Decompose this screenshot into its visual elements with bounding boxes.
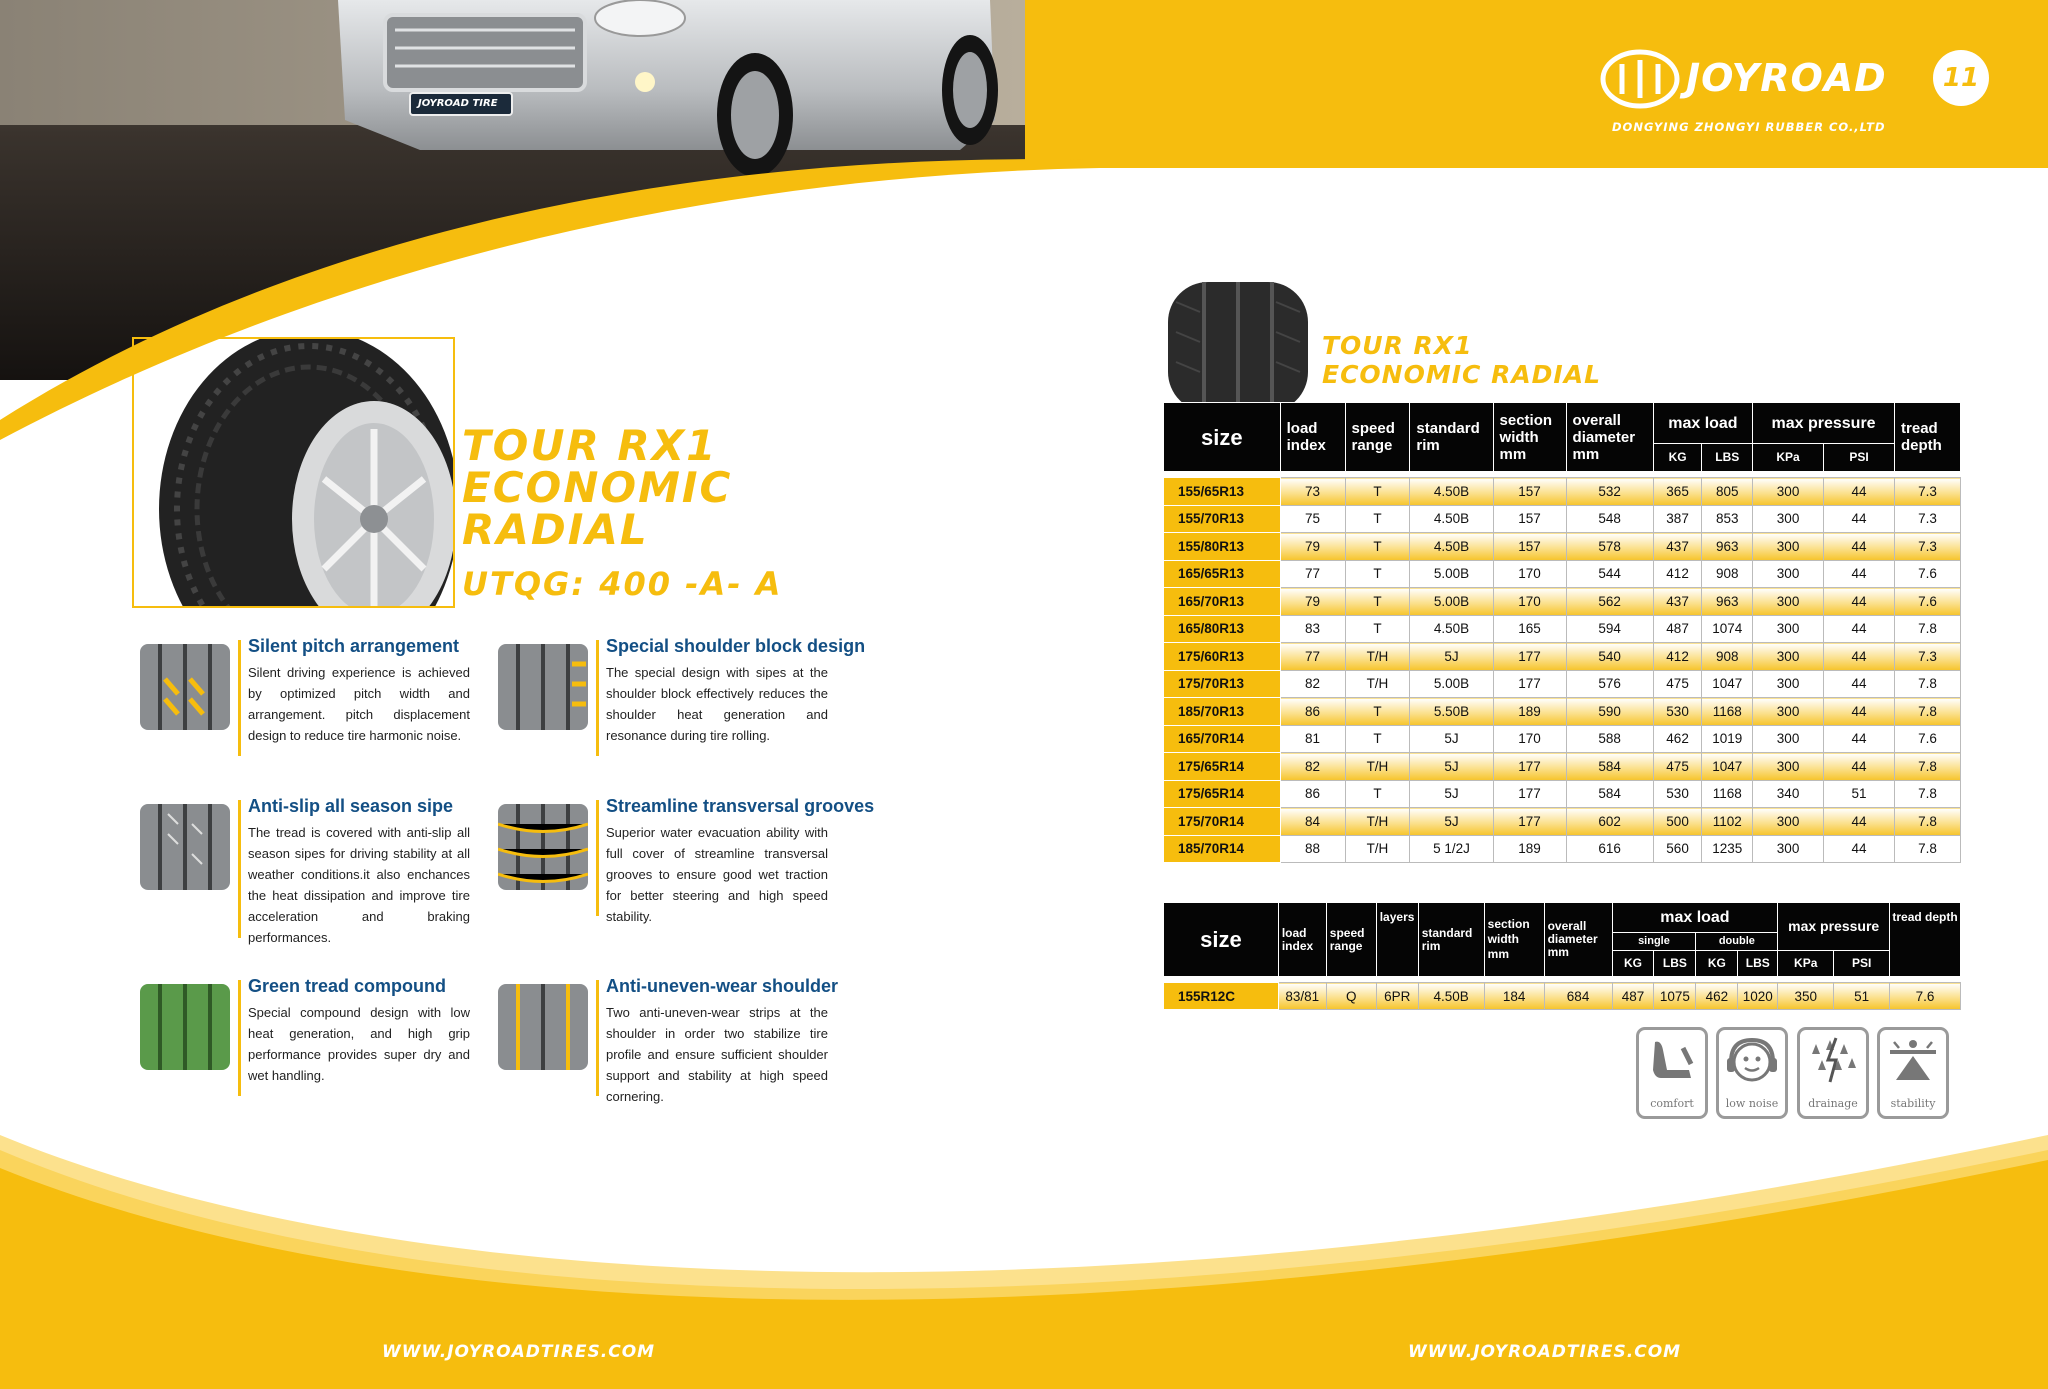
seat-icon xyxy=(1639,1030,1705,1092)
col-max-load: max load xyxy=(1653,403,1752,444)
table-cell: 684 xyxy=(1544,983,1612,1010)
feature-description: Superior water evacuation ability with full cover of streamline transversal grooves to ensure good wet traction for better steering and high speed stability. xyxy=(606,825,828,924)
table-cell: T xyxy=(1345,615,1410,643)
brand-name: JOYROAD xyxy=(1686,56,1887,100)
col-size: size xyxy=(1164,903,1279,977)
size-cell: 175/70R14 xyxy=(1164,808,1281,836)
col-single: single xyxy=(1612,933,1696,951)
table-cell: 44 xyxy=(1824,478,1895,506)
table-cell: T/H xyxy=(1345,643,1410,671)
table-cell: 387 xyxy=(1653,505,1702,533)
table-row xyxy=(1164,588,1961,616)
table-cell: 300 xyxy=(1753,643,1824,671)
size-cell: 185/70R14 xyxy=(1164,835,1281,863)
table-cell: 5J xyxy=(1410,808,1493,836)
page-number-badge xyxy=(1933,50,1989,106)
feature-description: Silent driving experience is achieved by optimized pitch width and arrangement. pitch displacement design to reduce tire harmonic noise. xyxy=(248,665,470,743)
table-cell: 544 xyxy=(1566,560,1653,588)
feature-accent-bar xyxy=(238,980,241,1096)
table-tire-image xyxy=(1164,282,1312,402)
col-max-pressure: max pressure xyxy=(1753,403,1895,444)
badge-label: low noise xyxy=(1725,1097,1779,1110)
badge-low-noise xyxy=(1716,1027,1788,1119)
table-row xyxy=(1164,670,1961,698)
table-cell: 300 xyxy=(1753,478,1824,506)
table-cell: 7.6 xyxy=(1895,588,1961,616)
col-max-pressure: max pressure xyxy=(1778,903,1890,951)
table-cell: 82 xyxy=(1280,753,1345,781)
table-cell: 7.3 xyxy=(1895,533,1961,561)
table-cell: 44 xyxy=(1824,808,1895,836)
col-section-width: section width mm xyxy=(1484,903,1544,977)
col-lbs: LBS xyxy=(1702,444,1753,472)
table-cell: 83/81 xyxy=(1278,983,1326,1010)
table-cell: 84 xyxy=(1280,808,1345,836)
table-row xyxy=(1164,643,1961,671)
table-cell: 584 xyxy=(1566,780,1653,808)
table-cell: 44 xyxy=(1824,588,1895,616)
feature-title: Special shoulder block design xyxy=(606,636,866,656)
table-cell: 5.00B xyxy=(1410,588,1493,616)
feature-description: The special design with sipes at the shoulder block effectively reduces the shoulder heat generation and resonance during tire rolling. xyxy=(606,665,828,743)
table-cell: 412 xyxy=(1653,643,1702,671)
table-cell: 177 xyxy=(1493,780,1566,808)
table-row xyxy=(1164,835,1961,863)
table-row xyxy=(1164,560,1961,588)
table-cell: 51 xyxy=(1834,983,1890,1010)
badge-stability xyxy=(1877,1027,1949,1119)
table-cell: 475 xyxy=(1653,753,1702,781)
table-cell: 300 xyxy=(1753,533,1824,561)
table-row xyxy=(1164,725,1961,753)
table-cell: 300 xyxy=(1753,753,1824,781)
size-cell: 155/70R13 xyxy=(1164,505,1281,533)
table-cell: T xyxy=(1345,780,1410,808)
table-cell: 44 xyxy=(1824,560,1895,588)
feature-title: Green tread compound xyxy=(248,976,447,996)
col-overall-diameter: overall diameter mm xyxy=(1544,903,1612,977)
table-cell: 7.6 xyxy=(1895,560,1961,588)
table-cell: 462 xyxy=(1696,983,1738,1010)
table-cell: T xyxy=(1345,533,1410,561)
col-load-index: load index xyxy=(1278,903,1326,977)
table-title-line-2: ECONOMIC RADIAL xyxy=(1322,360,1602,389)
table-cell: 437 xyxy=(1653,588,1702,616)
table-cell: 300 xyxy=(1753,698,1824,726)
table-row xyxy=(1164,615,1961,643)
table-cell: 578 xyxy=(1566,533,1653,561)
table-cell: 44 xyxy=(1824,835,1895,863)
table-cell: 1019 xyxy=(1702,725,1753,753)
table-cell: 86 xyxy=(1280,780,1345,808)
col-double: double xyxy=(1696,933,1778,951)
col-speed-range: speed range xyxy=(1326,903,1376,977)
table-cell: 4.50B xyxy=(1410,615,1493,643)
table-cell: T/H xyxy=(1345,835,1410,863)
table-cell: 500 xyxy=(1653,808,1702,836)
col-layers: layers xyxy=(1376,903,1418,977)
spec-table-commercial xyxy=(1163,902,1961,1010)
table-cell: 805 xyxy=(1702,478,1753,506)
company-name: DONGYING ZHONGYI RUBBER CO.,LTD xyxy=(1612,120,1886,134)
table-cell: 189 xyxy=(1493,698,1566,726)
table-cell: 1102 xyxy=(1702,808,1753,836)
col-kpa: KPa xyxy=(1778,951,1834,977)
feature-description: Two anti-uneven-wear strips at the shoulder in order two stabilize tire profile and ensure sufficient shoulder support and stability at high speed cornering. xyxy=(606,1005,828,1104)
col-lbs-double: LBS xyxy=(1738,951,1778,977)
table-row xyxy=(1164,533,1961,561)
table-cell: 51 xyxy=(1824,780,1895,808)
license-plate-text: JOYROAD TIRE xyxy=(418,98,498,109)
table-cell: 6PR xyxy=(1376,983,1418,1010)
table-cell: 1020 xyxy=(1738,983,1778,1010)
table-cell: 1047 xyxy=(1702,753,1753,781)
size-cell: 185/70R13 xyxy=(1164,698,1281,726)
col-max-load: max load xyxy=(1612,903,1778,933)
col-tread-depth: tread depth xyxy=(1895,403,1961,472)
size-cell: 165/65R13 xyxy=(1164,560,1281,588)
table-cell: T xyxy=(1345,560,1410,588)
table-cell: 157 xyxy=(1493,505,1566,533)
table-cell: 540 xyxy=(1566,643,1653,671)
table-cell: 1047 xyxy=(1702,670,1753,698)
table-cell: 1075 xyxy=(1654,983,1696,1010)
col-psi: PSI xyxy=(1834,951,1890,977)
table-cell: 7.6 xyxy=(1890,983,1961,1010)
col-standard-rim: standard rim xyxy=(1410,403,1493,472)
table-cell: 44 xyxy=(1824,698,1895,726)
table-cell: 963 xyxy=(1702,588,1753,616)
table-cell: 5 1/2J xyxy=(1410,835,1493,863)
table-row xyxy=(1164,753,1961,781)
size-cell: 165/70R13 xyxy=(1164,588,1281,616)
tire-image xyxy=(134,339,453,606)
table-cell: 7.8 xyxy=(1895,835,1961,863)
table-cell: 44 xyxy=(1824,533,1895,561)
table-cell: 487 xyxy=(1653,615,1702,643)
table-cell: 81 xyxy=(1280,725,1345,753)
table-cell: 170 xyxy=(1493,588,1566,616)
table-cell: 562 xyxy=(1566,588,1653,616)
table-cell: T/H xyxy=(1345,753,1410,781)
table-cell: 616 xyxy=(1566,835,1653,863)
table-cell: 437 xyxy=(1653,533,1702,561)
table-cell: 79 xyxy=(1280,588,1345,616)
table-cell: 5J xyxy=(1410,753,1493,781)
product-title-line-3: RADIAL xyxy=(462,505,649,554)
table-cell: 73 xyxy=(1280,478,1345,506)
col-size: size xyxy=(1164,403,1281,472)
table-row xyxy=(1164,780,1961,808)
table-cell: 7.6 xyxy=(1895,725,1961,753)
utqg-rating: UTQG: 400 -A- A xyxy=(462,565,783,603)
size-cell: 155R12C xyxy=(1164,983,1279,1010)
table-cell: 560 xyxy=(1653,835,1702,863)
table-cell: 1168 xyxy=(1702,780,1753,808)
table-cell: 908 xyxy=(1702,643,1753,671)
size-cell: 155/65R13 xyxy=(1164,478,1281,506)
feature-accent-bar xyxy=(238,800,241,938)
table-cell: 44 xyxy=(1824,615,1895,643)
feature-accent-bar xyxy=(596,980,599,1096)
col-standard-rim: standard rim xyxy=(1418,903,1484,977)
feature-title: Anti-uneven-wear shoulder xyxy=(606,976,839,996)
page-number: 11 xyxy=(1942,63,1980,93)
table-cell: Q xyxy=(1326,983,1376,1010)
table-cell: 7.3 xyxy=(1895,505,1961,533)
feature-title: Silent pitch arrangement xyxy=(248,636,460,656)
table-cell: 75 xyxy=(1280,505,1345,533)
table-cell: 300 xyxy=(1753,835,1824,863)
table-cell: 412 xyxy=(1653,560,1702,588)
table-cell: 350 xyxy=(1778,983,1834,1010)
table-cell: 300 xyxy=(1753,670,1824,698)
table-cell: 4.50B xyxy=(1418,983,1484,1010)
table-row xyxy=(1164,478,1961,506)
table-cell: T xyxy=(1345,725,1410,753)
table-cell: 530 xyxy=(1653,698,1702,726)
table-cell: 83 xyxy=(1280,615,1345,643)
spec-table xyxy=(1163,402,1961,863)
table-cell: 963 xyxy=(1702,533,1753,561)
table-cell: T xyxy=(1345,478,1410,506)
table-cell: 853 xyxy=(1702,505,1753,533)
website-link-right[interactable]: WWW.JOYROADTIRES.COM xyxy=(1408,1342,1682,1362)
col-section-width: section width mm xyxy=(1493,403,1566,472)
table-cell: T xyxy=(1345,588,1410,616)
brand-logo xyxy=(1600,48,1680,110)
product-title-line-2: ECONOMIC xyxy=(462,463,733,512)
col-kpa: KPa xyxy=(1753,444,1824,472)
table-cell: 300 xyxy=(1753,808,1824,836)
table-cell: 300 xyxy=(1753,725,1824,753)
table-cell: 82 xyxy=(1280,670,1345,698)
table-cell: 7.3 xyxy=(1895,643,1961,671)
tire-image-frame xyxy=(132,337,455,608)
table-cell: 5.00B xyxy=(1410,670,1493,698)
website-link-left[interactable]: WWW.JOYROADTIRES.COM xyxy=(382,1342,656,1362)
table-cell: 170 xyxy=(1493,725,1566,753)
table-cell: 44 xyxy=(1824,753,1895,781)
table-cell: 4.50B xyxy=(1410,478,1493,506)
feature-accent-bar xyxy=(238,640,241,756)
table-cell: 157 xyxy=(1493,533,1566,561)
tread-thumbnail xyxy=(498,804,588,890)
table-cell: 88 xyxy=(1280,835,1345,863)
table-cell: 86 xyxy=(1280,698,1345,726)
col-psi: PSI xyxy=(1824,444,1895,472)
table-cell: 44 xyxy=(1824,670,1895,698)
feature-accent-bar xyxy=(596,640,599,756)
table-cell: 44 xyxy=(1824,643,1895,671)
feature-accent-bar xyxy=(596,800,599,916)
table-cell: 5.50B xyxy=(1410,698,1493,726)
table-cell: 475 xyxy=(1653,670,1702,698)
table-cell: 365 xyxy=(1653,478,1702,506)
feature-description: The tread is covered with anti-slip all season sipes for driving stability at all weather conditions.it also enchances the heat dissipation and improve tire acceleration and braking performances. xyxy=(248,825,470,945)
size-cell: 175/65R14 xyxy=(1164,753,1281,781)
size-cell: 165/70R14 xyxy=(1164,725,1281,753)
tread-thumbnail xyxy=(498,644,588,730)
table-cell: 5.00B xyxy=(1410,560,1493,588)
table-cell: 184 xyxy=(1484,983,1544,1010)
face-headphones-icon xyxy=(1719,1030,1785,1092)
col-kg: KG xyxy=(1653,444,1702,472)
table-cell: 7.8 xyxy=(1895,698,1961,726)
tread-thumbnail xyxy=(140,804,230,890)
table-cell: T/H xyxy=(1345,808,1410,836)
badge-label: comfort xyxy=(1650,1097,1694,1110)
tread-thumbnail xyxy=(140,984,230,1070)
badge-drainage xyxy=(1797,1027,1869,1119)
table-cell: 300 xyxy=(1753,505,1824,533)
table-cell: 177 xyxy=(1493,643,1566,671)
feature-title: Anti-slip all season sipe xyxy=(248,796,454,816)
product-title-line-1: TOUR RX1 xyxy=(462,421,718,470)
size-cell: 175/70R13 xyxy=(1164,670,1281,698)
table-cell: 157 xyxy=(1493,478,1566,506)
table-cell: 576 xyxy=(1566,670,1653,698)
table-cell: 170 xyxy=(1493,560,1566,588)
table-cell: 602 xyxy=(1566,808,1653,836)
table-cell: 7.8 xyxy=(1895,615,1961,643)
table-cell: 5J xyxy=(1410,780,1493,808)
feature-description: Special compound design with low heat generation, and high grip performance provides super dry and wet handling. xyxy=(248,1005,470,1083)
table-row xyxy=(1164,983,1961,1010)
table-cell: 177 xyxy=(1493,808,1566,836)
table-cell: 7.8 xyxy=(1895,753,1961,781)
table-cell: 300 xyxy=(1753,588,1824,616)
table-title-line-1: TOUR RX1 xyxy=(1322,331,1473,360)
rain-icon xyxy=(1800,1030,1866,1092)
table-cell: 5J xyxy=(1410,725,1493,753)
size-cell: 155/80R13 xyxy=(1164,533,1281,561)
tread-thumbnail xyxy=(498,984,588,1070)
table-cell: 487 xyxy=(1612,983,1654,1010)
size-cell: 165/80R13 xyxy=(1164,615,1281,643)
table-cell: 7.8 xyxy=(1895,780,1961,808)
table-cell: 7.8 xyxy=(1895,670,1961,698)
col-overall-diameter: overall diameter mm xyxy=(1566,403,1653,472)
table-cell: 532 xyxy=(1566,478,1653,506)
table-cell: 300 xyxy=(1753,615,1824,643)
table-cell: 530 xyxy=(1653,780,1702,808)
col-kg-double: KG xyxy=(1696,951,1738,977)
table-cell: 590 xyxy=(1566,698,1653,726)
col-speed-range: speed range xyxy=(1345,403,1410,472)
table-cell: 77 xyxy=(1280,643,1345,671)
size-cell: 175/60R13 xyxy=(1164,643,1281,671)
table-cell: 177 xyxy=(1493,753,1566,781)
table-cell: 77 xyxy=(1280,560,1345,588)
badge-comfort xyxy=(1636,1027,1708,1119)
table-cell: 588 xyxy=(1566,725,1653,753)
table-cell: 177 xyxy=(1493,670,1566,698)
table-cell: 594 xyxy=(1566,615,1653,643)
feature-title: Streamline transversal grooves xyxy=(606,796,875,816)
badge-label: stability xyxy=(1890,1097,1936,1110)
badge-label: drainage xyxy=(1808,1097,1858,1110)
table-cell: 4.50B xyxy=(1410,505,1493,533)
size-cell: 175/65R14 xyxy=(1164,780,1281,808)
table-cell: 1235 xyxy=(1702,835,1753,863)
table-cell: 7.3 xyxy=(1895,478,1961,506)
table-cell: 300 xyxy=(1753,560,1824,588)
table-row xyxy=(1164,505,1961,533)
table-cell: 189 xyxy=(1493,835,1566,863)
table-cell: T/H xyxy=(1345,670,1410,698)
table-cell: 5J xyxy=(1410,643,1493,671)
balance-icon xyxy=(1880,1030,1946,1092)
table-cell: 79 xyxy=(1280,533,1345,561)
table-cell: 165 xyxy=(1493,615,1566,643)
col-lbs-single: LBS xyxy=(1654,951,1696,977)
table-cell: 584 xyxy=(1566,753,1653,781)
table-cell: 462 xyxy=(1653,725,1702,753)
table-cell: 7.8 xyxy=(1895,808,1961,836)
tread-thumbnail xyxy=(140,644,230,730)
col-tread-depth: tread depth xyxy=(1890,903,1961,977)
table-cell: T xyxy=(1345,698,1410,726)
table-cell: 340 xyxy=(1753,780,1824,808)
table-cell: 4.50B xyxy=(1410,533,1493,561)
table-cell: 44 xyxy=(1824,505,1895,533)
table-row xyxy=(1164,808,1961,836)
table-cell: 44 xyxy=(1824,725,1895,753)
table-cell: T xyxy=(1345,505,1410,533)
table-cell: 1168 xyxy=(1702,698,1753,726)
table-cell: 1074 xyxy=(1702,615,1753,643)
table-row xyxy=(1164,698,1961,726)
col-load-index: load index xyxy=(1280,403,1345,472)
table-cell: 908 xyxy=(1702,560,1753,588)
col-kg-single: KG xyxy=(1612,951,1654,977)
table-cell: 548 xyxy=(1566,505,1653,533)
